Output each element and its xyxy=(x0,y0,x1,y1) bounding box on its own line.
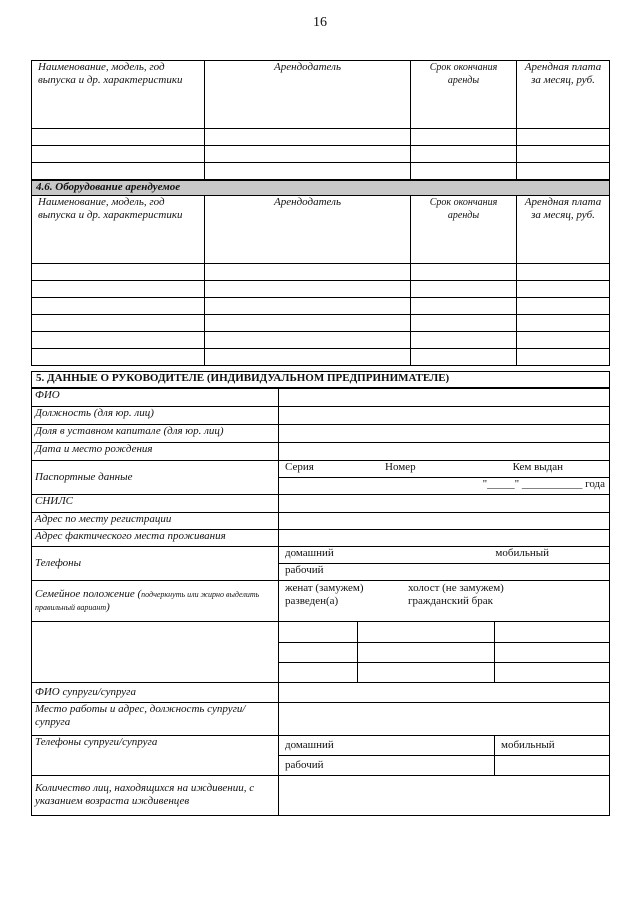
spouse-work-phone-label: рабочий xyxy=(279,755,495,775)
header-monthly-rent: Арендная плата за месяц, руб. xyxy=(517,196,610,264)
label-actual-address: Адрес фактического места проживания xyxy=(32,529,279,546)
label-birth: Дата и место рождения xyxy=(32,442,279,460)
grid-cell[interactable] xyxy=(279,621,358,642)
header-name-model: Наименование, модель, год выпуска и др. характеристики xyxy=(32,196,205,264)
grid-cell[interactable] xyxy=(279,662,358,682)
field-actual-address[interactable] xyxy=(279,529,610,546)
label-snils: СНИЛС xyxy=(32,494,279,512)
table-row[interactable] xyxy=(32,298,610,315)
equipment-table xyxy=(31,180,610,366)
phone-mobile-label: мобильный xyxy=(495,546,550,559)
header-monthly-rent: Арендная плата за месяц, руб. xyxy=(517,61,610,129)
table-row[interactable] xyxy=(32,146,610,163)
grid-cell[interactable] xyxy=(279,642,358,662)
manager-data-table xyxy=(31,371,610,816)
header-lease-end: Срок окончания аренды xyxy=(429,197,498,221)
label-fio: ФИО xyxy=(32,388,279,406)
grid-cell[interactable] xyxy=(358,642,495,662)
marital-civil[interactable]: гражданский брак xyxy=(408,594,493,607)
header-lease-end: Срок окончания аренды xyxy=(429,62,498,86)
spouse-home-label: домашний xyxy=(279,735,495,755)
label-marital: Семейное положение (подчеркнуть или жирно выделить правильный вариант) xyxy=(32,580,279,621)
passport-date-line[interactable]: "_____" ___________ года xyxy=(279,477,610,494)
field-position[interactable] xyxy=(279,406,610,424)
field-birth[interactable] xyxy=(279,442,610,460)
field-dependents[interactable] xyxy=(279,775,610,815)
table-row[interactable] xyxy=(32,281,610,298)
grid-cell[interactable] xyxy=(495,621,610,642)
grid-cell[interactable] xyxy=(358,621,495,642)
spouse-mobile-label: мобильный xyxy=(495,735,610,755)
marital-married[interactable]: женат (замужем) xyxy=(285,581,364,594)
table-row[interactable] xyxy=(32,315,610,332)
header-name-model: Наименование, модель, год выпуска и др. характеристики xyxy=(32,61,205,129)
grid-cell[interactable] xyxy=(495,642,610,662)
label-share: Доля в уставном капитале (для юр. лиц) xyxy=(32,424,279,442)
label-passport: Паспортные данные xyxy=(32,460,279,494)
field-share[interactable] xyxy=(279,424,610,442)
label-position: Должность (для юр. лиц) xyxy=(32,406,279,424)
marital-divorced[interactable]: разведен(а) xyxy=(285,594,339,607)
section-title-equipment: 4.6. Оборудование арендуемое xyxy=(32,181,610,196)
header-lessor: Арендодатель xyxy=(205,61,411,129)
page-number: 16 xyxy=(313,15,327,30)
spouse-work-phone-field[interactable] xyxy=(495,755,610,775)
label-phones: Телефоны xyxy=(32,546,279,580)
grid-cell[interactable] xyxy=(358,662,495,682)
label-reg-address: Адрес по месту регистрации xyxy=(32,512,279,529)
section-title-manager: 5. ДАННЫЕ О РУКОВОДИТЕЛЕ (ИНДИВИДУАЛЬНОМ ПРЕДПРИНИМАТЕЛЕ) xyxy=(32,372,610,389)
label-spouse-fio: ФИО супруги/супруга xyxy=(32,682,279,702)
field-spouse-fio[interactable] xyxy=(279,682,610,702)
field-snils[interactable] xyxy=(279,494,610,512)
label-spouse-work: Место работы и адрес, должность супруги/супруга xyxy=(32,702,279,735)
table-row[interactable] xyxy=(32,332,610,349)
passport-issued-label: Кем выдан xyxy=(512,460,564,473)
field-reg-address[interactable] xyxy=(279,512,610,529)
header-lessor: Арендодатель xyxy=(205,196,411,264)
marital-single[interactable]: холост (не замужем) xyxy=(408,581,504,594)
table-row[interactable] xyxy=(32,349,610,366)
phone-work-label: рабочий xyxy=(279,563,610,580)
field-spouse-work[interactable] xyxy=(279,702,610,735)
rent-table xyxy=(31,60,610,180)
label-dependents: Количество лиц, находящихся на иждивении, с указанием возраста иждивенцев xyxy=(32,775,279,815)
label-spouse-phones: Телефоны супруги/супруга xyxy=(32,735,279,775)
passport-number-label: Номер xyxy=(385,460,416,473)
table-row[interactable] xyxy=(32,163,610,180)
blank-block xyxy=(32,621,279,682)
phone-home-label: домашний xyxy=(285,546,334,559)
table-row[interactable] xyxy=(32,264,610,281)
table-row[interactable] xyxy=(32,129,610,146)
passport-series-label: Серия xyxy=(285,460,314,473)
field-fio[interactable] xyxy=(279,388,610,406)
grid-cell[interactable] xyxy=(495,662,610,682)
